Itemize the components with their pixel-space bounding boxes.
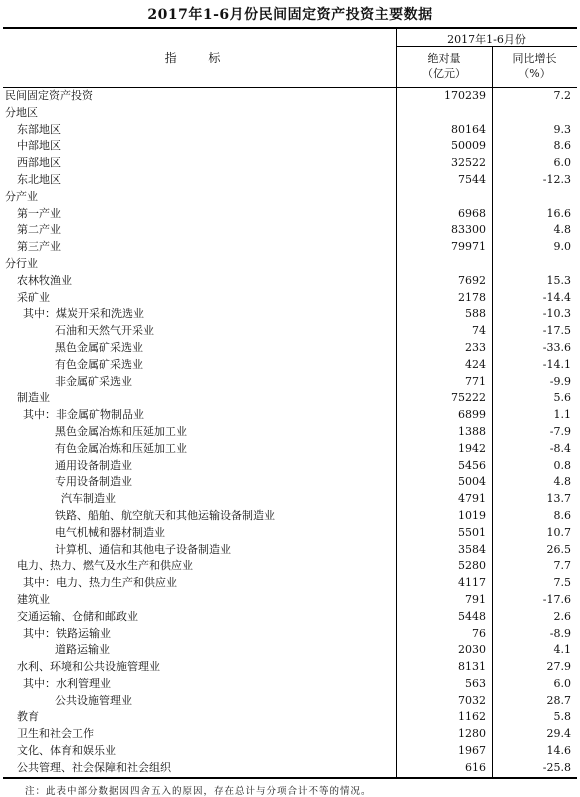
row-yoy-value: 5.8 (553, 710, 571, 724)
row-label: 采矿业 (17, 290, 50, 304)
row-yoy-value: 13.7 (546, 492, 571, 506)
row-yoy-value: -14.1 (542, 357, 571, 371)
row-label: 农林牧渔业 (17, 273, 72, 287)
table-row (3, 491, 577, 508)
header-yoy-label: 同比增长 (512, 52, 557, 65)
header-absolute (396, 51, 492, 81)
header-indicator: 指 标 (164, 51, 235, 65)
row-label: 建筑业 (17, 592, 50, 606)
row-label: 公共管理、社会保障和社会组织 (17, 760, 171, 774)
table-row (3, 508, 577, 525)
row-label: 专用设备制造业 (55, 475, 132, 489)
row-yoy-value: 16.6 (546, 206, 571, 220)
table-row (3, 626, 577, 643)
row-label: 分地区 (5, 105, 38, 119)
table-row (3, 693, 577, 710)
row-label: 计算机、通信和其他电子设备制造业 (55, 542, 231, 556)
row-label: 第三产业 (17, 240, 61, 254)
table-row (3, 676, 577, 693)
row-label: 制造业 (17, 391, 50, 405)
row-yoy-value: 8.6 (553, 508, 571, 522)
row-absolute-value: 80164 (451, 122, 486, 136)
row-yoy-value: 4.8 (553, 223, 571, 237)
row-label: 公共设施管理业 (55, 693, 132, 707)
row-absolute-value: 32522 (451, 156, 486, 170)
table-row (3, 88, 577, 105)
row-absolute-value: 6899 (458, 408, 486, 422)
row-absolute-value: 74 (472, 324, 486, 338)
table-row (3, 374, 577, 391)
table-row (3, 273, 577, 290)
header-yoy-unit: （%） (518, 67, 551, 80)
row-absolute-value: 76 (472, 626, 486, 640)
row-label: 中部地区 (17, 139, 61, 153)
row-yoy-value: -17.5 (542, 324, 571, 338)
row-absolute-value: 7544 (458, 172, 486, 186)
table-row (3, 743, 577, 760)
table-row (3, 290, 577, 307)
row-yoy-value: -25.8 (542, 760, 571, 774)
row-label: 非金属矿采选业 (55, 374, 132, 388)
row-yoy-value: 26.5 (546, 542, 571, 556)
row-absolute-value: 2178 (458, 290, 486, 304)
row-label: 汽车制造业 (61, 492, 116, 506)
row-absolute-value: 1019 (458, 508, 486, 522)
row-label: 铁路、船舶、航空航天和其他运输设备制造业 (55, 508, 275, 522)
row-yoy-value: 15.3 (546, 273, 571, 287)
row-yoy-value: -12.3 (542, 172, 571, 186)
data-table (3, 27, 577, 797)
row-yoy-value: 6.0 (553, 156, 571, 170)
table-row (3, 424, 577, 441)
row-absolute-value: 170239 (444, 89, 486, 102)
row-absolute-value: 75222 (451, 391, 486, 405)
row-label: 文化、体育和娱乐业 (17, 744, 116, 758)
row-yoy-value: 10.7 (546, 525, 571, 539)
row-absolute-value: 5448 (458, 609, 486, 623)
row-label: 分行业 (5, 256, 38, 270)
row-label: 水利、环境和公共设施管理业 (17, 660, 160, 674)
row-absolute-value: 588 (465, 307, 486, 321)
row-absolute-value: 79971 (451, 240, 486, 254)
row-absolute-value: 233 (465, 340, 486, 354)
table-row (3, 760, 577, 777)
row-absolute-value: 563 (465, 676, 486, 690)
row-absolute-value: 424 (465, 357, 486, 371)
table-row (3, 340, 577, 357)
row-label: 其中：水利管理业 (23, 676, 111, 690)
table-row (3, 323, 577, 340)
table-row (3, 558, 577, 575)
row-absolute-value: 1942 (458, 441, 486, 455)
row-yoy-value: 7.7 (553, 559, 571, 573)
row-absolute-value: 5501 (458, 525, 486, 539)
table-title: 2017年1-6月份民间固定资产投资主要数据 (147, 7, 433, 23)
row-yoy-value: -8.9 (549, 626, 571, 640)
row-label: 东部地区 (17, 122, 61, 136)
table-row (3, 138, 577, 155)
row-yoy-value: -10.3 (542, 307, 571, 321)
row-yoy-value: 29.4 (546, 727, 571, 741)
header-yoy (492, 51, 577, 81)
row-label: 其中：非金属矿物制品业 (23, 408, 144, 422)
table-row (3, 189, 577, 206)
row-label: 其中：铁路运输业 (23, 626, 111, 640)
row-label: 黑色金属矿采选业 (55, 340, 143, 354)
row-label: 卫生和社会工作 (17, 727, 94, 741)
table-row (3, 357, 577, 374)
table-row (3, 726, 577, 743)
table-row (3, 542, 577, 559)
row-label: 有色金属冶炼和压延加工业 (55, 441, 187, 455)
table-row (3, 122, 577, 139)
table-row (3, 390, 577, 407)
row-yoy-value: -8.4 (549, 441, 571, 455)
table-row (3, 306, 577, 323)
row-yoy-value: 6.0 (553, 676, 571, 690)
table-row (3, 458, 577, 475)
row-yoy-value: 1.1 (553, 408, 571, 422)
header-absolute-unit: （亿元） (422, 67, 466, 80)
header-period: 2017年1-6月份 (447, 33, 526, 46)
row-label: 东北地区 (17, 172, 61, 186)
row-absolute-value: 1162 (458, 710, 486, 724)
row-yoy-value: 7.2 (553, 89, 571, 102)
table-row (3, 155, 577, 172)
row-label: 道路运输业 (55, 643, 110, 657)
row-label: 黑色金属冶炼和压延加工业 (55, 424, 187, 438)
row-absolute-value: 4117 (458, 576, 486, 590)
row-yoy-value: 9.3 (553, 122, 571, 136)
table-row (3, 239, 577, 256)
row-yoy-value: 14.6 (546, 744, 571, 758)
row-absolute-value: 7692 (458, 273, 486, 287)
row-yoy-value: 2.6 (553, 609, 571, 623)
row-label: 教育 (17, 710, 39, 724)
row-label: 西部地区 (17, 156, 61, 170)
table-row (3, 172, 577, 189)
row-absolute-value: 2030 (458, 643, 486, 657)
table-body (3, 88, 577, 777)
row-label: 有色金属矿采选业 (55, 357, 143, 371)
row-absolute-value: 5004 (458, 475, 486, 489)
table-row (3, 474, 577, 491)
row-absolute-value: 791 (465, 592, 486, 606)
table-header (3, 27, 577, 88)
row-yoy-value: 8.6 (553, 139, 571, 153)
row-absolute-value: 1280 (458, 727, 486, 741)
table-row (3, 659, 577, 676)
row-label: 电气机械和器材制造业 (55, 525, 165, 539)
row-yoy-value: -7.9 (549, 424, 571, 438)
row-absolute-value: 7032 (458, 693, 486, 707)
row-yoy-value: 0.8 (553, 458, 571, 472)
table-row (3, 256, 577, 273)
row-yoy-value: 9.0 (553, 240, 571, 254)
table-row (3, 407, 577, 424)
row-label: 第二产业 (17, 223, 61, 237)
table-row (3, 206, 577, 223)
row-absolute-value: 4791 (458, 492, 486, 506)
row-absolute-value: 1967 (458, 744, 486, 758)
row-absolute-value: 616 (465, 760, 486, 774)
table-row (3, 709, 577, 726)
row-yoy-value: -17.6 (542, 592, 571, 606)
table-row (3, 642, 577, 659)
row-absolute-value: 3584 (458, 542, 486, 556)
row-yoy-value: -9.9 (549, 374, 571, 388)
row-absolute-value: 5280 (458, 559, 486, 573)
footnote: 注：此表中部分数据因四舍五入的原因，存在总计与分项合计不等的情况。 (3, 777, 577, 797)
row-yoy-value: 7.5 (553, 576, 571, 590)
row-label: 第一产业 (17, 206, 61, 220)
row-label: 分产业 (5, 189, 38, 203)
row-label: 其中：电力、热力生产和供应业 (23, 576, 177, 590)
row-yoy-value: 27.9 (546, 660, 571, 674)
table-row (3, 525, 577, 542)
row-label: 石油和天然气开采业 (55, 324, 154, 338)
row-absolute-value: 6968 (458, 206, 486, 220)
row-absolute-value: 1388 (458, 424, 486, 438)
row-yoy-value: -33.6 (542, 340, 571, 354)
row-label: 其中：煤炭开采和洗选业 (23, 307, 144, 321)
row-label: 民间固定资产投资 (5, 89, 93, 102)
row-label: 交通运输、仓储和邮政业 (17, 609, 138, 623)
table-row (3, 222, 577, 239)
row-absolute-value: 8131 (458, 660, 486, 674)
row-absolute-value: 771 (465, 374, 486, 388)
row-yoy-value: 28.7 (546, 693, 571, 707)
row-absolute-value: 50009 (451, 139, 486, 153)
table-row (3, 105, 577, 122)
table-row (3, 592, 577, 609)
row-label: 通用设备制造业 (55, 458, 132, 472)
row-yoy-value: 4.1 (553, 643, 571, 657)
row-absolute-value: 83300 (451, 223, 486, 237)
row-yoy-value: 4.8 (553, 475, 571, 489)
header-absolute-label: 绝对量 (427, 52, 461, 65)
row-yoy-value: 5.6 (553, 391, 571, 405)
table-row (3, 609, 577, 626)
row-absolute-value: 5456 (458, 458, 486, 472)
table-row (3, 441, 577, 458)
table-row (3, 575, 577, 592)
row-label: 电力、热力、燃气及水生产和供应业 (17, 559, 193, 573)
row-yoy-value: -14.4 (542, 290, 571, 304)
